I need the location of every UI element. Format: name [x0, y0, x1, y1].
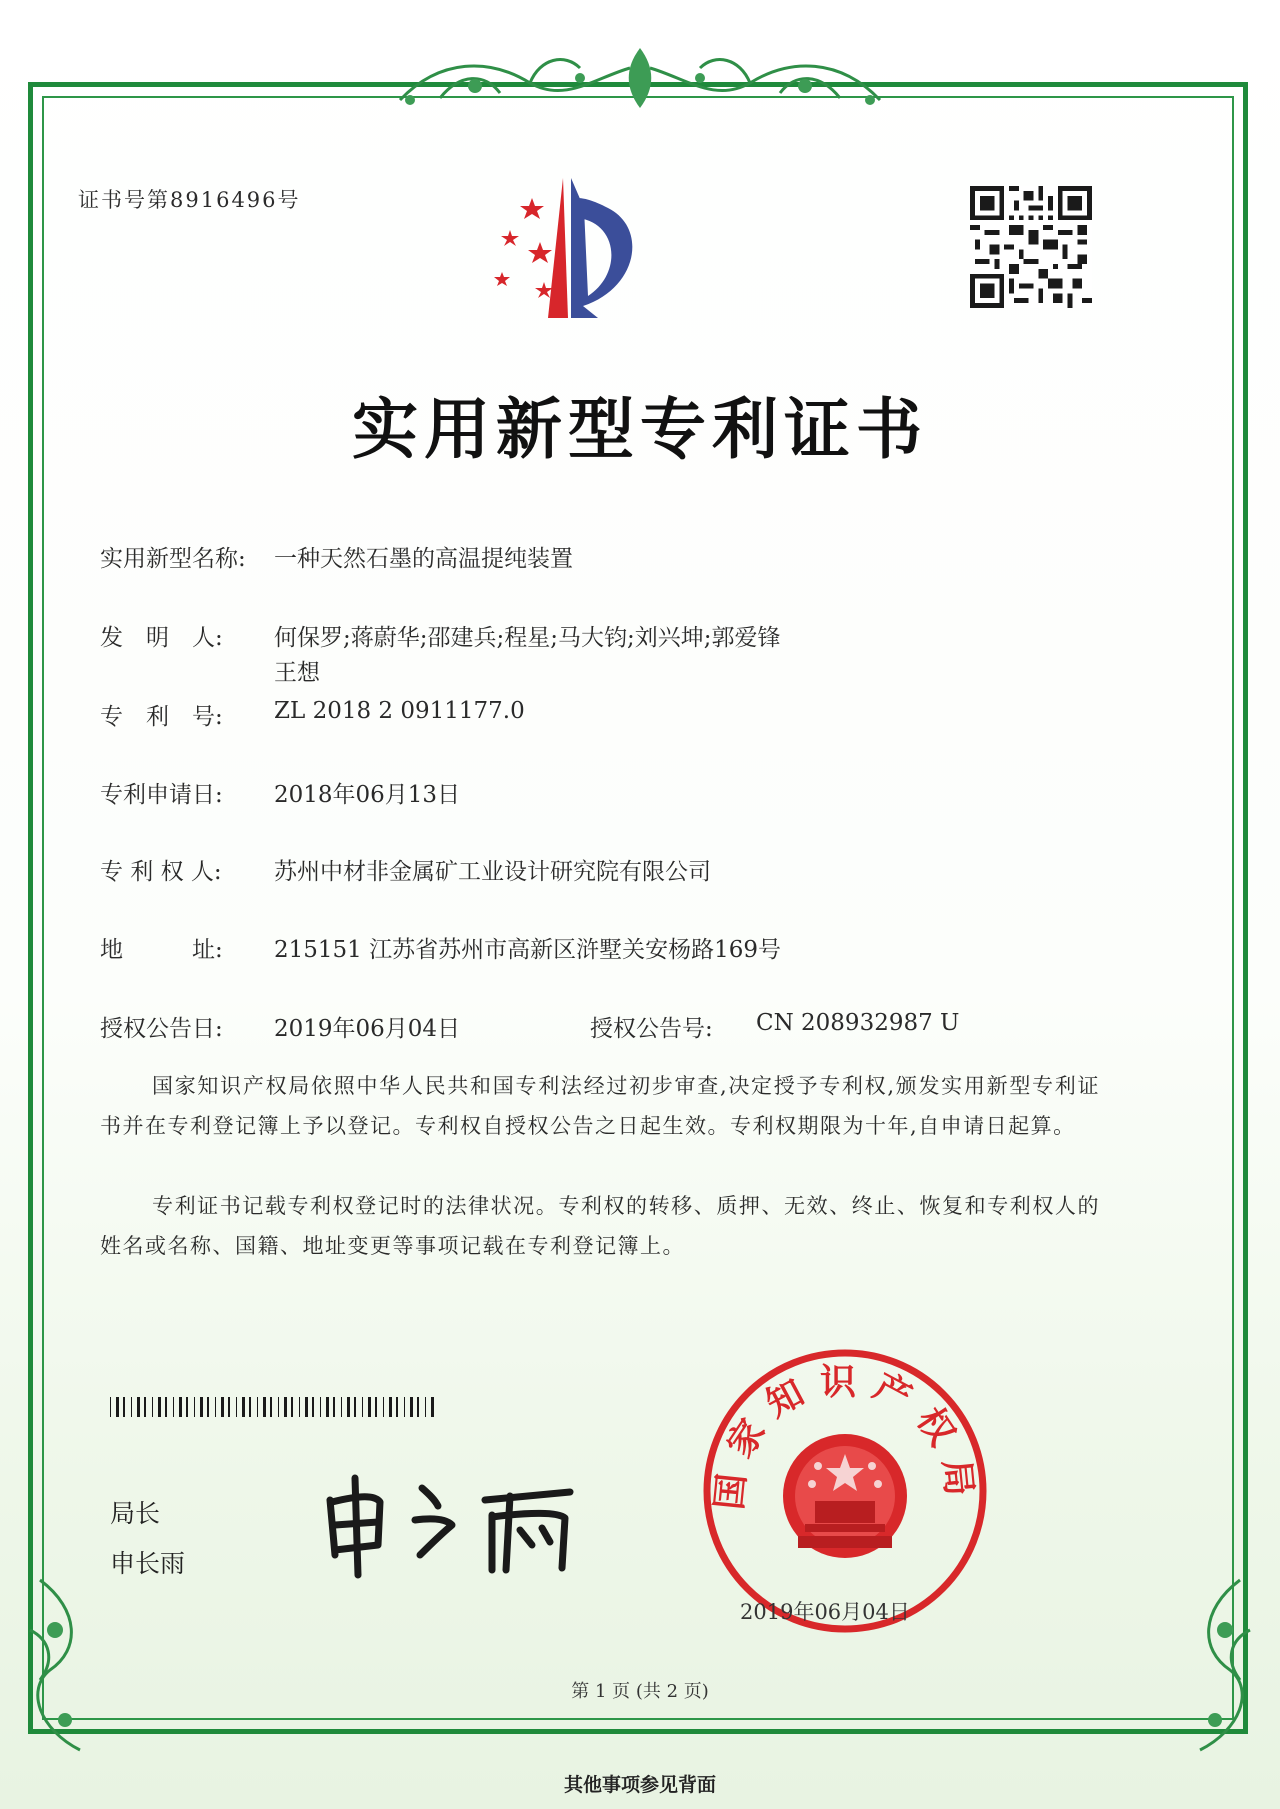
certificate-border-inner	[42, 96, 1234, 1720]
certificate-number: 证书号第8916496号	[78, 188, 301, 212]
qr-code	[970, 186, 1092, 308]
patent-number-label: 专 利 号:	[100, 704, 223, 730]
grant-statement-paragraph: 国家知识产权局依照中华人民共和国专利法经过初步审查,决定授予专利权,颁发实用新型专利证书并在专利登记簿上予以登记。专利权自授权公告之日起生效。专利权期限为十年,自申请日起算。	[100, 1074, 1100, 1138]
utility-model-name-value: 一种天然石墨的高温提纯装置	[274, 546, 573, 572]
filing-date-label: 专利申请日:	[100, 782, 223, 808]
inventor-label: 发 明 人:	[100, 625, 223, 651]
director-title: 局长	[110, 1499, 161, 1528]
address-label: 地 址:	[100, 937, 223, 963]
address-value: 215151 江苏省苏州市高新区浒墅关安杨路169号	[274, 937, 782, 963]
grant-number-label: 授权公告号:	[590, 1016, 713, 1042]
director-signature	[310, 1470, 600, 1580]
back-page-note: 其他事项参见背面	[563, 1774, 716, 1796]
patentee-label: 专 利 权 人:	[100, 859, 222, 885]
bottom-left-ornament	[10, 1570, 120, 1770]
director-name: 申长雨	[110, 1549, 186, 1578]
seal-text: 国家知识产权局	[709, 1361, 981, 1512]
patent-number-value: ZL 2018 2 0911177.0	[274, 698, 525, 724]
certificate-title: 实用新型专利证书	[352, 391, 928, 468]
utility-model-name-label: 实用新型名称:	[100, 546, 246, 572]
patentee-value: 苏州中材非金属矿工业设计研究院有限公司	[274, 859, 711, 885]
inventor-value-continued: 王想	[274, 660, 320, 686]
page-number: 第 1 页 (共 2 页)	[571, 1681, 709, 1702]
inventor-value: 何保罗;蒋蔚华;邵建兵;程星;马大钧;刘兴坤;郭爱锋	[274, 625, 781, 651]
legal-status-paragraph: 专利证书记载专利权登记时的法律状况。专利权的转移、质押、无效、终止、恢复和专利权人的姓名或名称、国籍、地址变更等事项记载在专利登记簿上。	[100, 1194, 1100, 1258]
seal-date: 2019年06月04日	[740, 1600, 910, 1624]
official-seal	[700, 1346, 990, 1636]
grant-date-value: 2019年06月04日	[274, 1016, 461, 1042]
top-ornament	[380, 38, 900, 118]
patent-office-logo	[488, 168, 658, 328]
grant-date-label: 授权公告日:	[100, 1016, 223, 1042]
bottom-right-ornament	[1160, 1570, 1270, 1770]
grant-number-value: CN 208932987 U	[756, 1010, 960, 1036]
barcode	[110, 1397, 440, 1417]
filing-date-value: 2018年06月13日	[274, 782, 461, 808]
